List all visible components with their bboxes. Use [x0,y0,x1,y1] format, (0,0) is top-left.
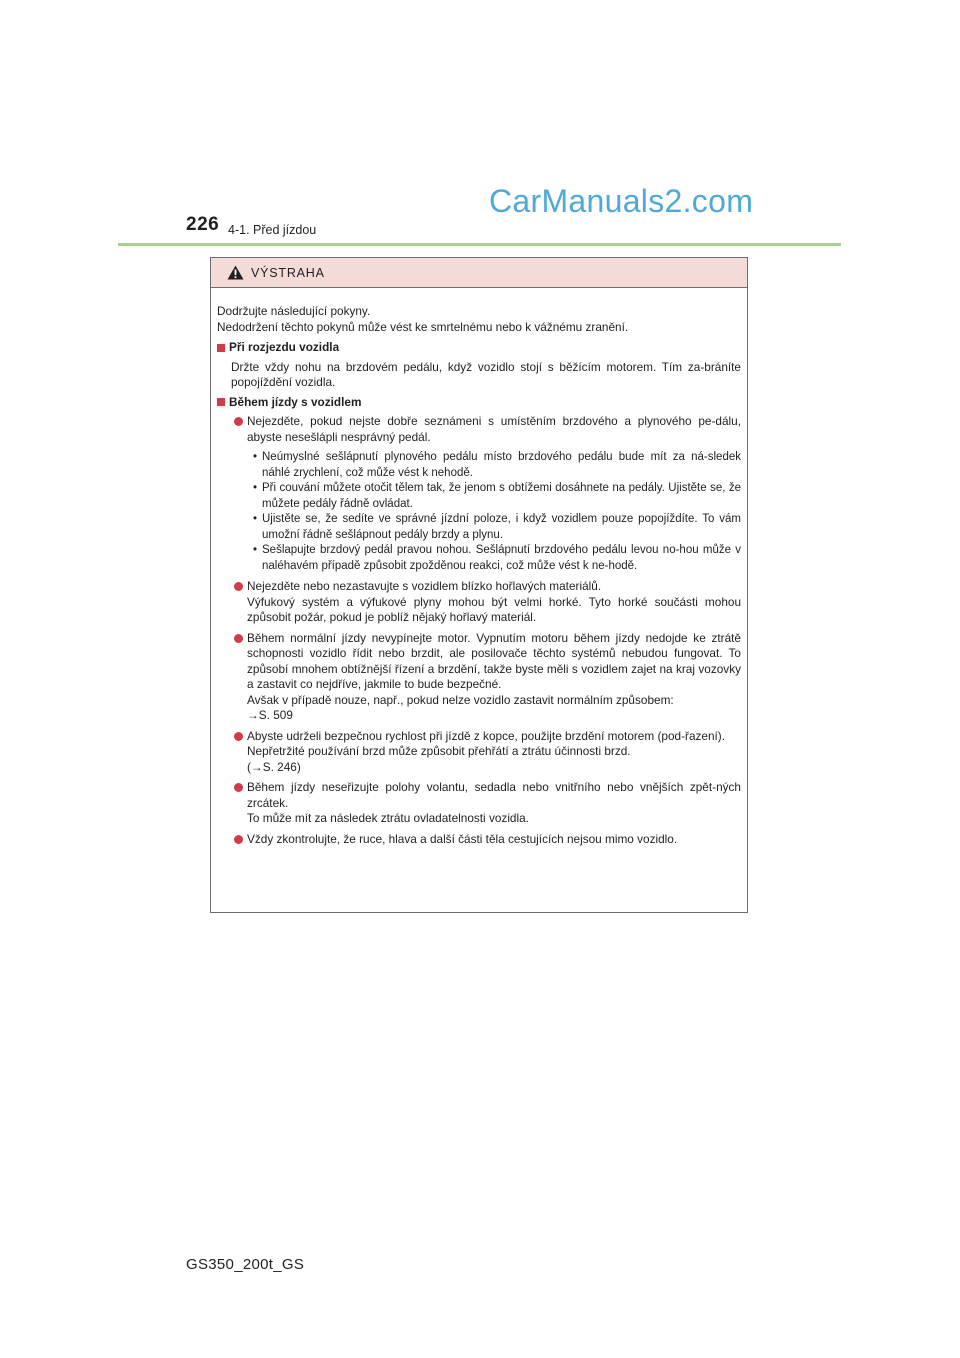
list-item [217,414,741,445]
warning-box [210,257,748,913]
list-item-text [247,631,741,724]
sub-bullet: • [252,482,258,494]
section-heading-text: Při rozjezdu vozidla [229,340,340,354]
sub-item-text: Ujistěte se, že sedíte ve správné jízdní poloze, i když vozidlem pouze popojíždíte. To vám umožní řádně sešlápnout pedály brzdy a plynu. [262,513,741,541]
intro-line: Nedodržení těchto pokynů může vést ke smrtelnému nebo k vážnému zranění. [217,319,629,334]
page-reference: →S. 509 [247,708,293,722]
header-rule [118,243,841,246]
warning-triangle-icon [227,265,244,280]
list-item [217,729,741,776]
sub-item [248,481,741,512]
sub-bullet: • [252,544,258,556]
list-item [217,631,741,724]
list-item-text: Vždy zkontrolujte, že ruce, hlava a další části těla cestujících nejsou mimo vozidlo. [247,831,678,846]
sub-item [248,512,741,543]
round-bullet-icon [234,732,243,741]
sub-list [217,450,741,574]
round-bullet-icon [234,417,243,426]
warning-title: VÝSTRAHA [251,265,325,280]
page-reference: (→S. 246) [247,759,301,774]
round-bullet-icon [234,582,243,591]
list-item [217,832,741,848]
item-line: Avšak v případě nouze, např., pokud nelze vozidlo zastavit normálním způsobem: [247,692,674,707]
square-bullet-icon [217,344,225,352]
item-line: Během normální jízdy nevypínejte motor. Vypnutím motoru během jízdy nedojde ke ztrátě schopnosti vozidlo řídit nebo brzdit, ale posilovače těchto systémů nebudou fungovat. To způsobí mnohem obtížnější řízení a brzdění, takže byste měli s vozidlem zajet na kraj vozovky a zastavit co nejdříve, jakmile to bude bezpečné. [247,630,741,691]
list-item-text [247,729,741,776]
section-heading-text: Během jízdy s vozidlem [229,394,362,409]
item-line: To může mít za následek ztrátu ovladatelnosti vozidla. [247,811,529,825]
list-item-text [247,579,741,626]
warning-intro [217,304,741,335]
round-bullet-icon [234,783,243,792]
item-line: Výfukový systém a výfukové plyny mohou být velmi horké. Tyto horké součásti mohou způsobit požár, pokud je poblíž nějaký hořlavý materiál. [247,594,741,624]
item-line: Nejezděte nebo nezastavujte s vozidlem blízko hořlavých materiálů. [247,579,602,593]
sub-bullet: • [252,451,258,463]
list-item-text: Nejezděte, pokud nejste dobře seznámeni s umístěním brzdového a plynového pe-dálu, abyste nesešlápli nesprávný pedál. [247,414,741,444]
item-line: Během jízdy neseřizujte polohy volantu, sedadla nebo vnitřního nebo vnějších zpět-ných zrcátek. [247,780,741,810]
sub-item-text: Neúmyslné sešlápnutí plynového pedálu místo brzdového pedálu bude mít za ná-sledek náhlé zrychlení, což může vést k nehodě. [262,451,741,479]
intro-line: Dodržujte následující pokyny. [217,304,371,318]
list-item-text [247,780,741,827]
round-bullet-icon [234,835,243,844]
sub-item-text: Sešlapujte brzdový pedál pravou nohou. Sešlápnutí brzdového pedálu levou no-hou může v naléhavém případě způsobit zpožděnou reakci, což může vést k ne-hodě. [262,544,741,572]
warning-body [211,288,747,847]
section-heading-driving [217,395,741,411]
list-item [217,579,741,626]
page-number: 226 [186,214,220,235]
model-code: GS350_200t_GS [186,1256,305,1273]
square-bullet-icon [217,398,225,406]
sub-item [248,450,741,481]
item-line: Abyste udrželi bezpečnou rychlost při jízdě z kopce, použijte brzdění motorem (pod-řazení). [247,728,726,743]
sub-item-text: Při couvání můžete otočit tělem tak, že jenom s obtížemi dosáhnete na pedály. Ujistěte se, že můžete pedály řádně ovládat. [262,482,741,510]
section-text: Držte vždy nohu na brzdovém pedálu, když vozidlo stojí s běžícím motorem. Tím za-bráníte popojíždění vozidla. [231,359,741,389]
round-bullet-icon [234,634,243,643]
warning-header [211,258,747,288]
section-heading-start [217,340,741,356]
section-title: 4-1. Před jízdou [228,223,317,237]
sub-item [248,543,741,574]
watermark-logo: CarManuals2.com [489,183,754,219]
item-line: Nepřetržité používání brzd může způsobit přehřátí a ztrátu účinnosti brzd. [247,744,631,758]
list-item [217,780,741,827]
sub-bullet: • [252,513,258,525]
